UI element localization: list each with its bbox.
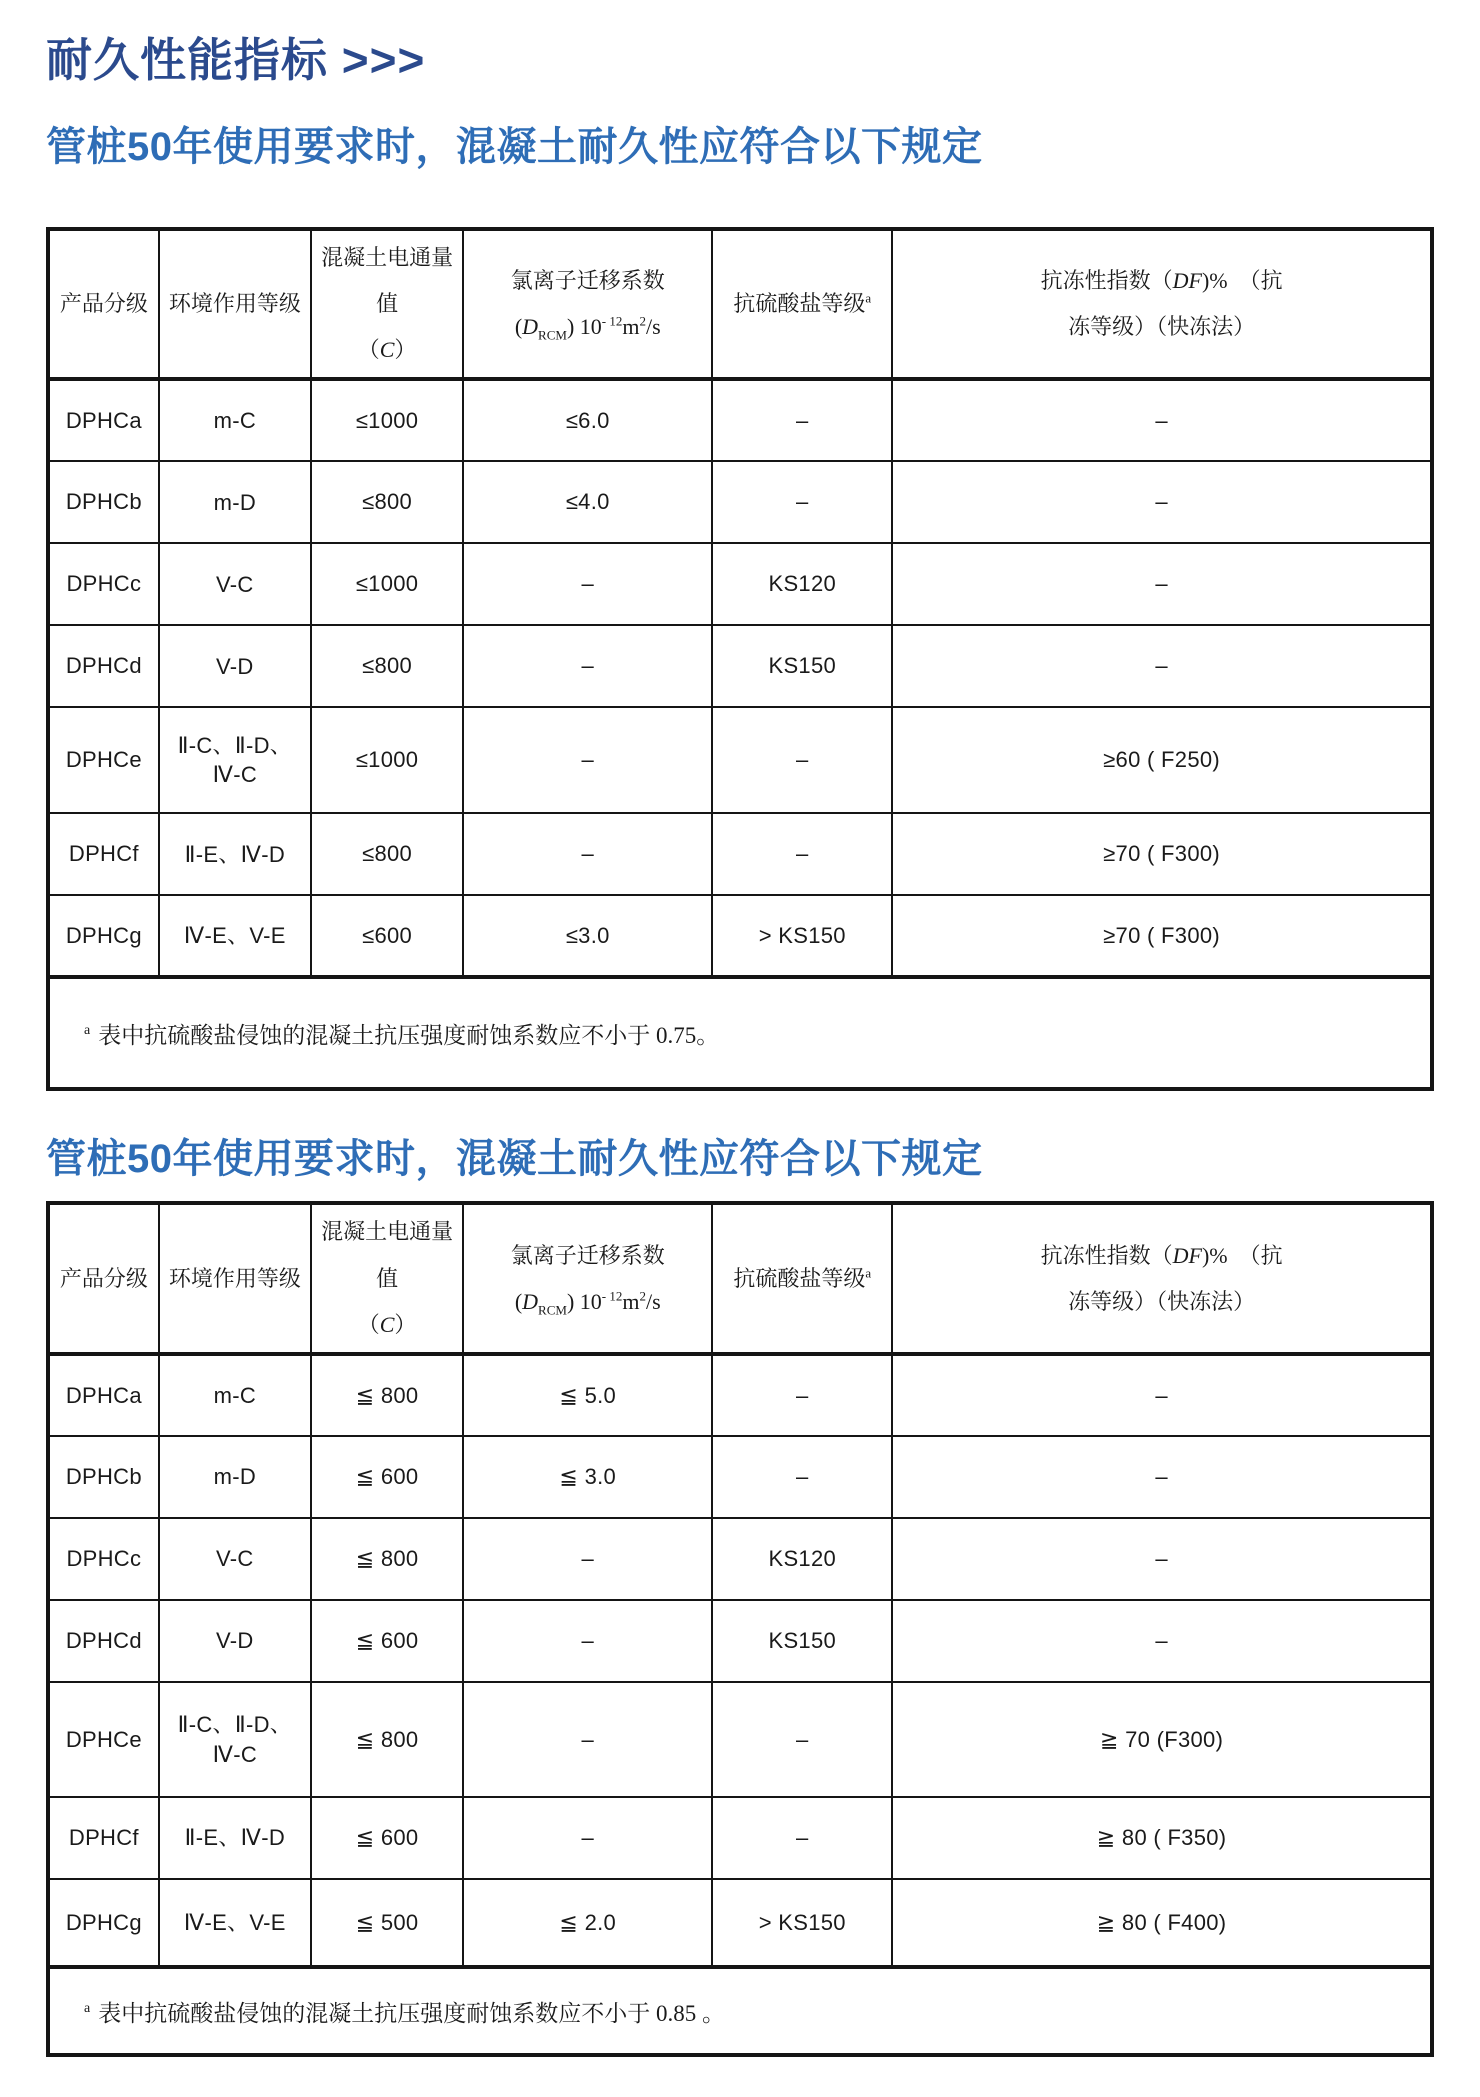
header-electric-flux: 混凝土电通量值 （C）: [311, 229, 463, 380]
environment-grade-cell: V-D: [159, 1600, 311, 1682]
frost-index-cell: –: [892, 543, 1432, 625]
frost-index-cell: –: [892, 1518, 1432, 1600]
table-footer: [48, 1967, 1432, 2055]
header-product-grade: 产品分级: [48, 229, 159, 380]
table-footnote: [48, 1967, 1432, 2055]
environment-grade-cell: Ⅱ-E、Ⅳ-D: [159, 1797, 311, 1879]
table-row: [48, 1518, 1432, 1600]
header-environment-grade: 环境作用等级: [159, 229, 311, 380]
electric-flux-cell: ≤800: [311, 625, 463, 707]
environment-grade-cell: Ⅱ-C、Ⅱ-D、Ⅳ-C: [159, 707, 311, 813]
chloride-coefficient-cell: ≦ 3.0: [463, 1436, 712, 1518]
chloride-coefficient-cell: ≤6.0: [463, 379, 712, 461]
frost-index-cell: ≥60 ( F250): [892, 707, 1432, 813]
electric-flux-cell: ≦ 800: [311, 1518, 463, 1600]
chloride-coefficient-cell: ≦ 5.0: [463, 1354, 712, 1436]
table-row: [48, 379, 1432, 461]
electric-flux-cell: ≦ 500: [311, 1879, 463, 1967]
product-grade-cell: DPHCf: [48, 813, 159, 895]
header-frost-index: 抗冻性指数（DF)% （抗 冻等级）（快冻法）: [892, 229, 1432, 380]
product-grade-cell: DPHCa: [48, 1354, 159, 1436]
electric-flux-cell: ≤800: [311, 461, 463, 543]
product-grade-cell: DPHCd: [48, 1600, 159, 1682]
frost-index-cell: ≥70 ( F300): [892, 813, 1432, 895]
section-50yr-2: [46, 1135, 1434, 2057]
section-subtitle: 管桩50年使用要求时，混凝土耐久性应符合以下规定: [46, 124, 983, 169]
frost-index-cell: –: [892, 625, 1432, 707]
environment-grade-cell: V-C: [159, 1518, 311, 1600]
sulfate-grade-cell: –: [712, 1436, 892, 1518]
footnote-text: 表中抗硫酸盐侵蚀的混凝土抗压强度耐蚀系数应不小于 0.75。: [98, 1022, 720, 1048]
environment-grade-cell: Ⅱ-E、Ⅳ-D: [159, 813, 311, 895]
environment-grade-cell: m-C: [159, 1354, 311, 1436]
header-sulfate-grade: 抗硫酸盐等级$^a$: [712, 229, 892, 380]
environment-grade-cell: V-D: [159, 625, 311, 707]
frost-index-cell: –: [892, 1436, 1432, 1518]
product-grade-cell: DPHCa: [48, 379, 159, 461]
table-row: [48, 813, 1432, 895]
header-frost-index: 抗冻性指数（DF)% （抗 冻等级）（快冻法）: [892, 1203, 1432, 1354]
chloride-coefficient-cell: ≤3.0: [463, 895, 712, 977]
product-grade-cell: DPHCg: [48, 1879, 159, 1967]
environment-grade-cell: m-D: [159, 461, 311, 543]
chloride-coefficient-cell: –: [463, 625, 712, 707]
table-header: [48, 229, 1432, 380]
header-product-grade: 产品分级: [48, 1203, 159, 1354]
sulfate-grade-cell: KS120: [712, 1518, 892, 1600]
durability-table-2: [46, 1201, 1434, 2057]
product-grade-cell: DPHCg: [48, 895, 159, 977]
sulfate-grade-cell: –: [712, 1797, 892, 1879]
product-grade-cell: DPHCc: [48, 1518, 159, 1600]
sulfate-grade-cell: > KS150: [712, 1879, 892, 1967]
table-header: [48, 1203, 1432, 1354]
table-footer: [48, 977, 1432, 1089]
table-row: [48, 461, 1432, 543]
footnote-mark: a: [84, 1023, 91, 1039]
chloride-coefficient-cell: –: [463, 707, 712, 813]
product-grade-cell: DPHCe: [48, 707, 159, 813]
electric-flux-cell: ≤1000: [311, 379, 463, 461]
electric-flux-cell: ≤1000: [311, 543, 463, 625]
product-grade-cell: DPHCf: [48, 1797, 159, 1879]
sulfate-grade-cell: –: [712, 379, 892, 461]
section-50yr-1: [46, 123, 1434, 1092]
chloride-coefficient-cell: ≦ 2.0: [463, 1879, 712, 1967]
product-grade-cell: DPHCb: [48, 1436, 159, 1518]
page-title: 耐久性能指标 >>>: [46, 34, 426, 86]
table-row: [48, 1354, 1432, 1436]
frost-index-cell: ≥70 ( F300): [892, 895, 1432, 977]
product-grade-cell: DPHCd: [48, 625, 159, 707]
sulfate-grade-cell: –: [712, 1354, 892, 1436]
sulfate-grade-cell: > KS150: [712, 895, 892, 977]
frost-index-cell: ≧ 80 ( F400): [892, 1879, 1432, 1967]
chloride-coefficient-cell: –: [463, 1797, 712, 1879]
chloride-coefficient-cell: –: [463, 1518, 712, 1600]
sulfate-grade-cell: –: [712, 813, 892, 895]
header-row: [48, 1203, 1432, 1354]
frost-index-cell: –: [892, 379, 1432, 461]
sulfate-grade-cell: KS150: [712, 625, 892, 707]
electric-flux-cell: ≦ 800: [311, 1354, 463, 1436]
environment-grade-cell: V-C: [159, 543, 311, 625]
header-row: [48, 229, 1432, 380]
table-row: [48, 1600, 1432, 1682]
section-subtitle: 管桩50年使用要求时，混凝土耐久性应符合以下规定: [46, 1137, 983, 1182]
chloride-coefficient-cell: –: [463, 813, 712, 895]
electric-flux-cell: ≤800: [311, 813, 463, 895]
table-row: [48, 707, 1432, 813]
electric-flux-cell: ≤600: [311, 895, 463, 977]
table-row: [48, 1436, 1432, 1518]
table-body: [48, 379, 1432, 977]
footnote-row: [48, 1967, 1432, 2055]
chloride-coefficient-cell: –: [463, 1600, 712, 1682]
footnote-text: 表中抗硫酸盐侵蚀的混凝土抗压强度耐蚀系数应不小于 0.85 。: [98, 2000, 725, 2026]
table-row: [48, 625, 1432, 707]
sulfate-grade-cell: –: [712, 707, 892, 813]
frost-index-cell: –: [892, 1354, 1432, 1436]
chloride-coefficient-cell: –: [463, 1682, 712, 1797]
table-body: [48, 1354, 1432, 1967]
product-grade-cell: DPHCb: [48, 461, 159, 543]
table-row: [48, 1797, 1432, 1879]
durability-table-1: [46, 227, 1434, 1092]
table-row: [48, 543, 1432, 625]
environment-grade-cell: Ⅱ-C、Ⅱ-D、Ⅳ-C: [159, 1682, 311, 1797]
environment-grade-cell: Ⅳ-E、V-E: [159, 1879, 311, 1967]
frost-index-cell: ≧ 80 ( F350): [892, 1797, 1432, 1879]
table-row: [48, 1879, 1432, 1967]
product-grade-cell: DPHCe: [48, 1682, 159, 1797]
footnote-mark: a: [84, 2000, 91, 2016]
header-environment-grade: 环境作用等级: [159, 1203, 311, 1354]
sulfate-grade-cell: –: [712, 1682, 892, 1797]
footnote-row: [48, 977, 1432, 1089]
header-sulfate-grade: 抗硫酸盐等级$^a$: [712, 1203, 892, 1354]
frost-index-cell: ≧ 70 (F300): [892, 1682, 1432, 1797]
sulfate-grade-cell: KS150: [712, 1600, 892, 1682]
sulfate-grade-cell: –: [712, 461, 892, 543]
sulfate-grade-cell: KS120: [712, 543, 892, 625]
header-chloride-coefficient: 氯离子迁移系数 $(D_{RCM})$ $10^{- 12}m^2/s$: [463, 1203, 712, 1354]
electric-flux-cell: ≦ 800: [311, 1682, 463, 1797]
environment-grade-cell: m-C: [159, 379, 311, 461]
electric-flux-cell: ≦ 600: [311, 1797, 463, 1879]
header-electric-flux: 混凝土电通量值 （C）: [311, 1203, 463, 1354]
frost-index-cell: –: [892, 461, 1432, 543]
table-row: [48, 895, 1432, 977]
chloride-coefficient-cell: –: [463, 543, 712, 625]
product-grade-cell: DPHCc: [48, 543, 159, 625]
electric-flux-cell: ≦ 600: [311, 1600, 463, 1682]
environment-grade-cell: m-D: [159, 1436, 311, 1518]
chloride-coefficient-cell: ≤4.0: [463, 461, 712, 543]
environment-grade-cell: Ⅳ-E、V-E: [159, 895, 311, 977]
table-row: [48, 1682, 1432, 1797]
electric-flux-cell: ≤1000: [311, 707, 463, 813]
electric-flux-cell: ≦ 600: [311, 1436, 463, 1518]
header-chloride-coefficient: 氯离子迁移系数 $(D_{RCM})$ $10^{- 12}m^2/s$: [463, 229, 712, 380]
frost-index-cell: –: [892, 1600, 1432, 1682]
table-footnote: [48, 977, 1432, 1089]
